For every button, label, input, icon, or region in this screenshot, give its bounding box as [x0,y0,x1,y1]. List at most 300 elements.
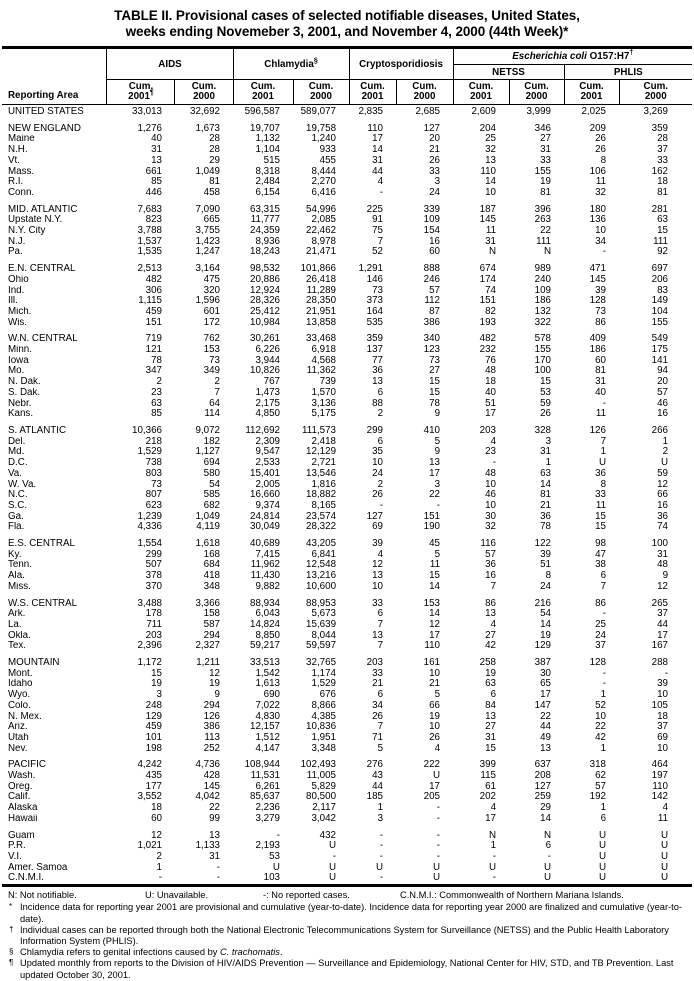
value-cell: 192 [589,792,607,803]
value-cell: 31 [657,549,669,560]
value-cell: 7,415 [255,549,280,560]
value-cell: 48 [485,366,497,377]
reporting-area-cell: Ala. [7,571,25,582]
cum-header-cell: Cum. 2000 [175,80,233,105]
legend-item: N: Not notifiable. [8,890,77,901]
value-cell: 8 [600,479,607,490]
value-cell: 3,042 [311,813,337,824]
value-cell: 48 [485,468,497,479]
value-cell: 24 [595,630,607,641]
value-cell: 63 [485,679,497,690]
value-cell: 711 [146,619,162,630]
value-cell: 11,777 [250,215,280,226]
table-row [2,334,692,345]
value-cell: 86 [595,317,607,328]
value-cell: 105 [651,700,669,711]
footnote: ¶ Updated monthly from reports to the Division of HIV/AIDS Prevention — Surveillance and Epidemiology, National Center for HIV, STD, and TB Prevention. Last updated October 30, 2001. [9,958,674,980]
value-cell: 12,129 [306,447,337,458]
value-cell: 2,025 [581,106,607,117]
value-cell: 2 [377,409,384,420]
table-row [2,275,692,286]
reporting-area-cell: E.S. CENTRAL [7,539,75,550]
value-cell: 1,529 [311,679,337,690]
table-row [2,426,692,437]
value-cell: 128 [589,296,607,307]
table-row [2,156,692,167]
value-cell: 6,154 [255,187,280,198]
value-cell: 464 [651,760,669,771]
table-row [2,803,692,814]
table-row [2,733,692,744]
value-cell: 28 [209,145,220,156]
value-cell: 63 [151,398,162,409]
value-cell: 81 [540,187,552,198]
value-cell: 36 [657,511,669,522]
value-cell: 112,692 [245,425,280,436]
value-cell: 2,513 [137,264,162,275]
value-cell: 396 [534,204,552,215]
value-cell: 580 [203,468,220,479]
value-cell: 22 [429,490,441,501]
value-cell: 1 [600,743,607,754]
value-cell: 18 [485,377,497,388]
value-cell: 85,637 [250,792,280,803]
value-cell: 10 [429,668,441,679]
value-cell: 9 [214,690,220,701]
table-row [2,286,692,297]
value-cell: 69 [372,522,384,533]
value-cell: 1 [156,862,162,873]
value-cell: 36 [595,468,607,479]
value-cell: 39 [540,549,552,560]
value-cell: 1,816 [311,479,337,490]
value-cell: 110 [652,781,669,792]
value-cell: 18 [657,177,669,188]
value-cell: 318 [589,760,607,771]
value-cell: 2,835 [358,106,384,117]
value-cell: 1,613 [255,679,280,690]
value-cell: 10 [429,722,441,733]
value-cell: 1,104 [255,145,280,156]
value-cell: 48 [657,560,669,571]
value-cell: 15 [657,226,669,237]
value-cell: 30 [540,668,552,679]
value-cell: 11 [657,813,669,824]
table-row [2,679,692,690]
value-cell: 2,193 [255,841,280,852]
value-cell: 8,444 [311,166,337,177]
value-cell: 3,755 [195,226,220,237]
value-cell: 9,547 [255,447,280,458]
value-cell: 59,597 [306,641,337,652]
value-cell: 18,882 [306,490,337,501]
table-row [2,377,692,388]
value-cell: 6 [600,571,607,582]
value-cell: 73 [372,285,384,296]
value-cell: 33 [372,598,384,609]
value-cell: 151 [479,296,497,307]
value-cell: 129 [534,641,552,652]
value-cell: 8 [600,155,607,166]
value-cell: 21 [429,145,441,156]
table-row [2,571,692,582]
value-cell: 63 [657,215,669,226]
value-cell: 515 [263,155,280,166]
value-cell: 30,261 [250,334,280,345]
table-row [2,409,692,420]
value-cell: 294 [203,630,220,641]
value-cell: 399 [479,760,497,771]
value-cell: 475 [203,274,220,285]
value-cell: 507 [145,560,162,571]
value-cell: 13 [372,571,384,582]
value-cell: 10 [372,581,384,592]
notifiable-diseases-table [2,46,692,887]
value-cell: 14 [540,479,552,490]
value-cell: 410 [423,425,441,436]
value-cell: N [543,830,552,841]
value-cell: 6 [377,690,384,701]
value-cell: 26 [372,490,384,501]
reporting-area-cell: Calif. [7,792,31,803]
cum-header-cell: Cum. 2001 [233,80,293,105]
reporting-area-header: Reporting Area [2,48,107,105]
value-cell: 263 [534,215,552,226]
value-cell: 5 [434,690,441,701]
value-cell: 13,546 [306,468,337,479]
value-cell: 459 [145,306,162,317]
value-cell: 151 [423,511,441,522]
value-cell: 108,944 [244,760,280,771]
table-row [2,501,692,512]
value-cell: 111 [653,236,669,247]
value-cell: 2 [662,447,669,458]
value-cell: 116 [480,539,497,550]
value-cell: 8,850 [255,630,280,641]
value-cell: - [436,803,441,814]
value-cell: 83 [657,285,669,296]
value-cell: 12 [657,581,669,592]
reporting-area-cell: Ariz. [7,722,28,733]
value-cell: U [432,771,441,782]
value-cell: 185 [366,792,384,803]
value-cell: 109 [534,285,552,296]
value-cell: - [379,830,384,841]
value-cell: 370 [145,581,162,592]
value-cell: U [543,873,552,884]
value-cell: N [488,247,497,258]
value-cell: - [492,873,497,884]
table-row [2,205,692,216]
value-cell: 288 [651,658,669,669]
value-cell: 127 [534,781,552,792]
value-cell: 23,574 [306,511,337,522]
value-cell: 3,348 [311,743,337,754]
value-cell: 22 [540,226,552,237]
value-cell: 359 [651,123,669,134]
value-cell: 73 [429,355,441,366]
value-cell: 40 [485,387,497,398]
value-cell: U [660,852,669,862]
value-cell: 4 [490,803,497,814]
value-cell: 1,127 [195,447,220,458]
reporting-area-cell: W.N. CENTRAL [7,334,78,345]
value-cell: 387 [534,658,552,669]
value-cell: 535 [366,317,384,328]
reporting-area-cell: Mass. [7,166,35,177]
table-row [2,480,692,491]
value-cell: 42 [485,641,497,652]
value-cell: 2 [214,377,220,388]
value-cell: 25 [485,134,497,145]
value-cell: 2,533 [255,458,280,469]
value-cell: 4 [490,436,497,447]
value-cell: 4,336 [137,522,162,533]
value-cell: 339 [423,204,441,215]
value-cell: 8,866 [311,700,337,711]
value-cell: 10 [372,458,384,469]
value-cell: 11 [485,226,497,237]
value-cell: 2 [156,852,162,862]
value-cell: 60 [429,247,441,258]
value-cell: 22 [540,711,552,722]
reporting-area-cell: MOUNTAIN [7,658,60,669]
value-cell: 26 [540,409,552,420]
reporting-area-cell: Wyo. [7,690,31,701]
value-cell: 73 [151,479,162,490]
value-cell: 3 [434,177,441,188]
reporting-area-cell: Tex. [7,641,26,652]
value-cell: 6,416 [311,187,337,198]
cum-header-cell: Cum. 2000 [293,80,349,105]
value-cell: 4,568 [311,355,337,366]
value-cell: 129 [145,711,162,722]
value-cell: 37 [595,641,607,652]
value-cell: 4,830 [255,711,280,722]
value-cell: 1,951 [311,732,337,743]
value-cell: 26,418 [306,274,337,285]
value-cell: 12 [151,830,162,841]
value-cell: 320 [203,285,220,296]
value-cell: 53 [540,387,552,398]
value-cell: 15,639 [306,619,337,630]
value-cell: 177 [145,781,162,792]
value-cell: N [543,247,552,258]
value-cell: 203 [479,425,497,436]
value-cell: U [660,841,669,852]
value-cell: 11,005 [306,771,337,782]
value-cell: 127 [423,123,441,134]
value-cell: 64 [209,398,220,409]
legend-item: C.N.M.I.: Commonwealth of Northern Mariana Islands. [400,890,624,901]
value-cell: 459 [145,722,162,733]
value-cell: 18,243 [250,247,280,258]
value-cell: 92 [657,247,669,258]
value-cell: 578 [534,334,552,345]
value-cell: 57 [429,285,441,296]
value-cell: 11,962 [250,560,280,571]
title-line-2: weeks ending Novemeber 3, 2001, and November 4, 2000 (44th Week)* [125,24,569,39]
value-cell: 589,077 [300,106,337,117]
value-cell: 23 [485,447,497,458]
value-cell: 3,488 [137,598,162,609]
value-cell: 57 [595,781,607,792]
value-cell: 9 [434,447,441,458]
value-cell: 276 [366,760,384,771]
table-row [2,388,692,399]
reporting-area-cell: Wash. [7,771,36,782]
value-cell: 739 [319,377,337,388]
table-row [2,539,692,550]
value-cell: 16 [657,500,669,511]
value-cell: 170 [534,355,552,366]
value-cell: 6,841 [311,549,337,560]
value-cell: 66 [657,490,669,501]
value-cell: 84 [485,700,497,711]
value-cell: 10 [595,226,607,237]
value-cell: - [602,609,607,620]
table-row [2,512,692,523]
value-cell: 10,836 [306,722,337,733]
reporting-area-cell: N. Mex. [7,711,42,722]
table-row [2,792,692,803]
value-cell: 81 [595,366,607,377]
value-cell: 54 [209,479,220,490]
value-cell: 11,531 [250,771,280,782]
value-cell: 1,596 [195,296,220,307]
footnote: † Individual cases can be reported through both the National Electronic Telecommunications System for Surveillance (NETSS) and the Public Health Laboratory Information System (PHLIS). [9,924,669,946]
value-cell: 32,692 [190,106,220,117]
reporting-area-cell: Pa. [7,247,23,258]
value-cell: 17 [372,134,384,145]
value-cell: 35 [372,447,384,458]
value-cell: 2,609 [471,106,497,117]
table-row [2,458,692,469]
value-cell: 81 [540,490,552,501]
value-cell: 2,085 [311,215,337,226]
table-row [2,744,692,755]
value-cell: 208 [534,771,552,782]
value-cell: 2,327 [195,641,220,652]
value-cell: 88 [372,398,384,409]
value-cell: 6,261 [255,781,280,792]
value-cell: 21 [540,500,552,511]
value-cell: 28,326 [250,296,280,307]
footnote-marker: § [9,947,14,957]
reporting-area-cell: NEW ENGLAND [7,123,81,134]
table-row [2,124,692,135]
table-row [2,690,692,701]
value-cell: 39 [657,679,669,690]
footnote: * Incidence data for reporting year 2001 are provisional and cumulative (year-to-date). Incidence data for reporting year 2000 are finalized and cumulative (year-to-date). [9,902,682,924]
value-cell: - [216,862,220,873]
table-body [2,105,692,886]
value-cell: 2,484 [255,177,280,188]
footnotes [8,902,686,980]
value-cell: 32,765 [306,658,337,669]
value-cell: 15 [429,377,441,388]
value-cell: 15 [595,511,607,522]
value-cell: 111,573 [302,425,337,436]
value-cell: - [158,873,162,884]
value-cell: 471 [589,264,607,275]
value-cell: - [492,852,497,862]
value-cell: - [379,852,384,862]
value-cell: 37 [657,145,669,156]
value-cell: 76 [485,355,497,366]
value-cell: 26 [429,732,441,743]
value-cell: 4,385 [311,711,337,722]
value-cell: 4 [377,549,384,560]
reporting-area-cell: Minn. [7,345,32,356]
value-cell: 10 [595,711,607,722]
value-cell: 11,362 [306,366,337,377]
value-cell: 3 [434,479,441,490]
footnote: § Chlamydia refers to genital infections caused by C. trachomatis. [9,947,283,958]
value-cell: N [488,830,497,841]
value-cell: 123 [423,345,441,356]
value-cell: 5,175 [311,409,337,420]
value-cell: 3,269 [643,106,669,117]
value-cell: 104 [651,306,669,317]
value-cell: 17 [657,630,669,641]
value-cell: 59 [657,468,669,479]
value-cell: 8,978 [311,236,337,247]
value-cell: - [664,668,669,679]
legend-row [8,890,686,901]
value-cell: 45 [429,539,441,550]
value-cell: 2 [377,479,384,490]
value-cell: 1,133 [195,841,220,852]
value-cell: 2,309 [255,436,280,447]
value-cell: 100 [651,539,669,550]
value-cell: 13 [485,711,497,722]
value-cell: 121 [145,345,162,356]
value-cell: 218 [145,436,162,447]
value-cell: 20 [657,377,669,388]
reporting-area-cell: Nebr. [7,398,32,409]
value-cell: 21,471 [306,247,337,258]
reporting-area-cell: E.N. CENTRAL [7,264,76,275]
value-cell: 22 [595,722,607,733]
reporting-area-cell: Mich. [7,306,32,317]
table-row [2,237,692,248]
value-cell: 1,537 [137,236,162,247]
value-cell: 5 [434,549,441,560]
value-cell: 258 [479,658,497,669]
value-cell: U [598,458,607,469]
value-cell: 11 [429,560,441,571]
value-cell: 36 [372,366,384,377]
value-cell: 1,423 [195,236,220,247]
table-row [2,560,692,571]
value-cell: 102,493 [300,760,337,771]
netss-subheader: NETSS [453,65,564,80]
value-cell: 17 [429,468,441,479]
value-cell: 126 [203,711,220,722]
value-cell: 482 [145,274,162,285]
reporting-area-cell: Ill. [7,296,18,307]
value-cell: 16,660 [250,490,280,501]
value-cell: 98 [595,539,607,550]
cum-header-cell: Cum. 2001 [564,80,619,105]
reporting-area-cell: W.S. CENTRAL [7,598,78,609]
value-cell: 145 [479,215,497,226]
footnote-marker: ¶ [9,958,14,968]
value-cell: 12,548 [306,560,337,571]
value-cell: 16 [657,409,669,420]
value-cell: 154 [423,226,441,237]
